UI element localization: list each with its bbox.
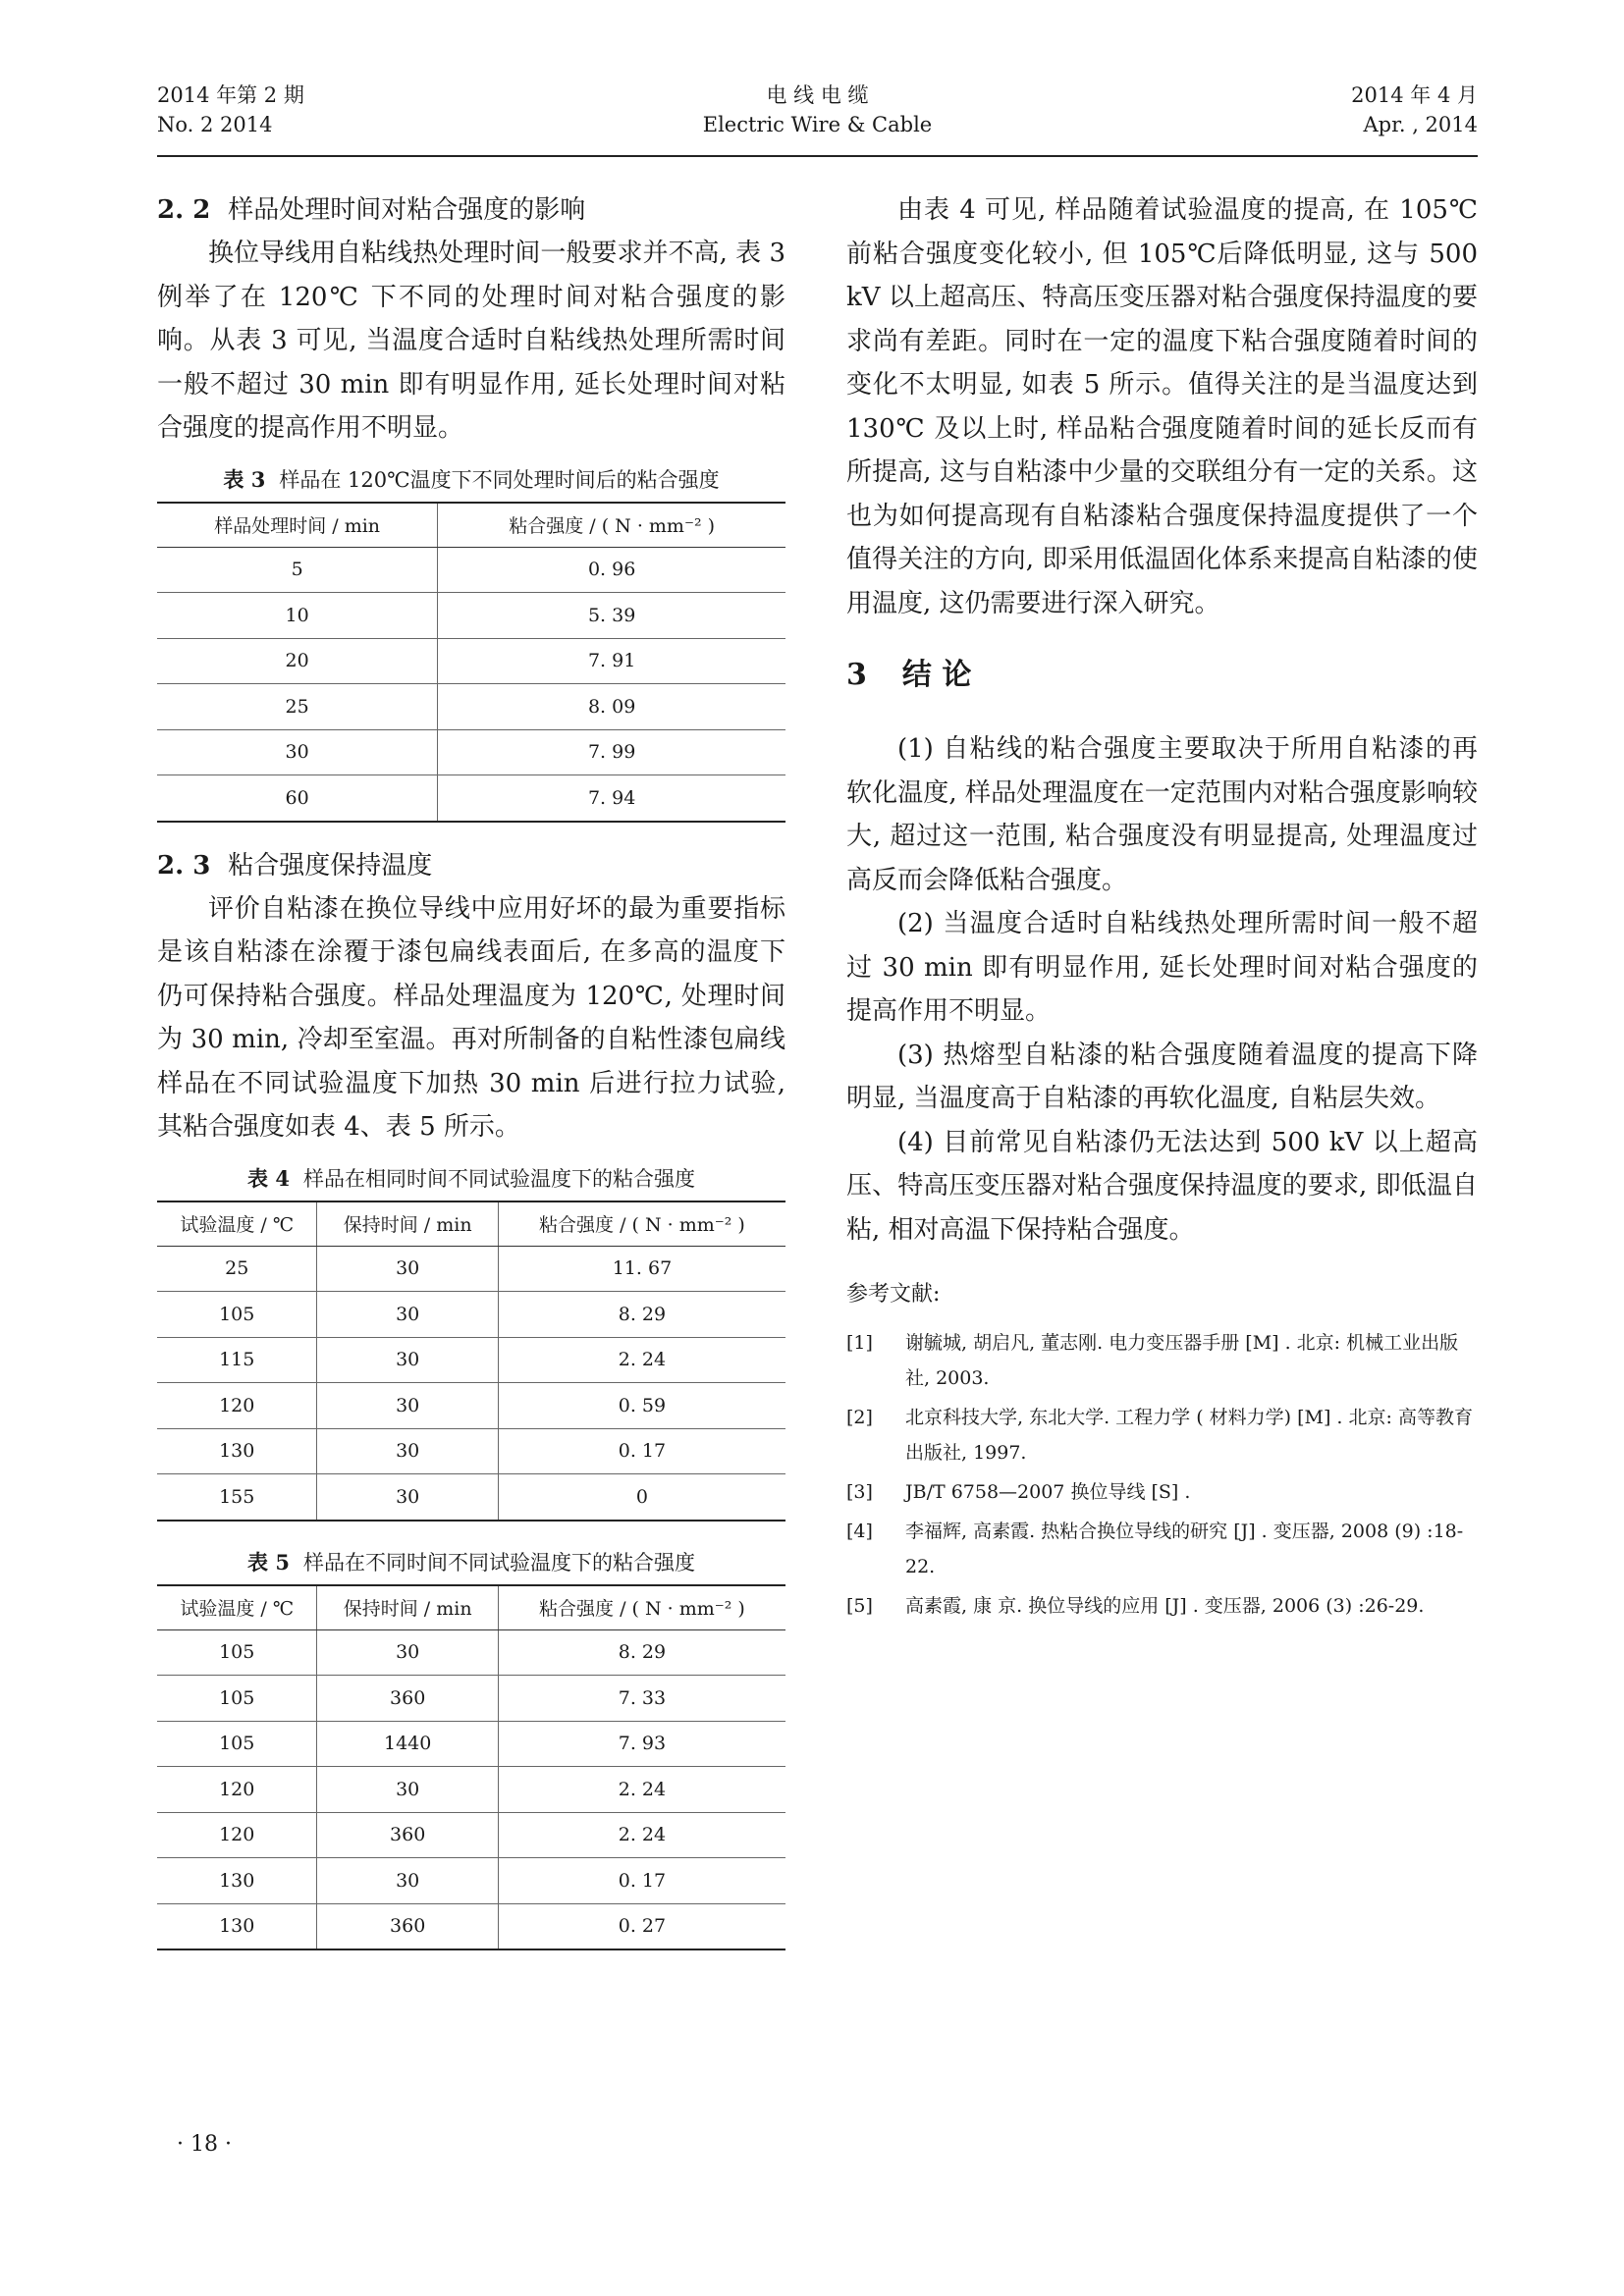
table-row <box>157 1858 785 1904</box>
table-label: 表 4 <box>247 1165 290 1191</box>
journal-title-cn: 电 线 电 缆 <box>766 83 869 107</box>
table-cell: 25 <box>157 684 438 730</box>
table-cell: 130 <box>157 1858 317 1904</box>
table-caption-text: 样品在 120℃温度下不同处理时间后的粘合强度 <box>279 467 720 492</box>
reference-number: [2] <box>846 1407 873 1428</box>
table-row <box>157 638 785 684</box>
references-title: 参考文献: <box>846 1282 941 1307</box>
table-row <box>157 775 785 822</box>
table-cell: 105 <box>157 1292 317 1338</box>
table-cell: 0 <box>498 1474 785 1521</box>
table-cell: 0. 96 <box>438 547 785 593</box>
table-cell: 2. 24 <box>498 1767 785 1813</box>
table-row <box>157 729 785 775</box>
table-header-cell: 保持时间 / min <box>317 1201 498 1247</box>
table-cell: 8. 09 <box>438 684 785 730</box>
journal-title-en: Electric Wire & Cable <box>702 113 933 136</box>
table-cell: 30 <box>317 1474 498 1521</box>
table-3-caption <box>157 464 785 496</box>
table-cell: 60 <box>157 775 438 822</box>
table-row <box>157 1474 785 1521</box>
table-header-cell: 保持时间 / min <box>317 1585 498 1630</box>
table-cell: 7. 93 <box>498 1721 785 1767</box>
table-cell: 25 <box>157 1246 317 1292</box>
table-cell: 130 <box>157 1428 317 1474</box>
table-header-cell: 粘合强度 / ( N · mm⁻² ) <box>438 503 785 548</box>
header-rule <box>157 155 1478 157</box>
left-column <box>157 188 785 1950</box>
table-cell: 0. 17 <box>498 1858 785 1904</box>
section-number: 2. 2 <box>157 195 211 225</box>
header-date-cn: 2014 年 4 月 <box>1351 83 1478 107</box>
table-cell: 120 <box>157 1767 317 1813</box>
table-cell: 11. 67 <box>498 1246 785 1292</box>
table-header-cell: 粘合强度 / ( N · mm⁻² ) <box>498 1201 785 1247</box>
section-2-2-heading <box>157 188 785 232</box>
table-cell: 105 <box>157 1629 317 1676</box>
table-cell: 7. 33 <box>498 1676 785 1722</box>
discussion-paragraph: 由表 4 可见, 样品随着试验温度的提高, 在 105℃前粘合强度变化较小, 但 105℃后降低明显, 这与 500 kV 以上超高压、特高压变压器对粘合强度保持温度的要求尚有差距。同时在一定的温度下粘合强度随着时间的变化不太明显, 如表 5 所示。值得关注的是当温度达到 130℃ 及以上时, 样品粘合强度随着时间的延长反而有所提高, 这与自粘漆中少量的交联组分有一定的关系。这也为如何提高现有自粘漆粘合强度保持温度提供了一个值得关注的方向, 即采用低温固化体系来提高自粘漆的使用温度, 这仍需要进行深入研究。 <box>846 195 1478 618</box>
table-cell: 360 <box>317 1903 498 1949</box>
table-header-cell: 粘合强度 / ( N · mm⁻² ) <box>498 1585 785 1630</box>
table-cell: 30 <box>317 1858 498 1904</box>
table-cell: 0. 17 <box>498 1428 785 1474</box>
table-cell: 115 <box>157 1337 317 1383</box>
table-cell: 30 <box>317 1629 498 1676</box>
table-row <box>157 1246 785 1292</box>
section-number: 2. 3 <box>157 850 211 881</box>
reference-item <box>846 1474 1478 1510</box>
reference-text: JB/T 6758—2007 换位导线 [S] . <box>905 1481 1191 1503</box>
table-cell: 10 <box>157 593 438 639</box>
table-4-caption <box>157 1163 785 1195</box>
table-4 <box>157 1201 785 1522</box>
header-date-en: Apr. , 2014 <box>1363 113 1478 136</box>
table-caption-text: 样品在相同时间不同试验温度下的粘合强度 <box>302 1166 695 1191</box>
table-cell: 7. 94 <box>438 775 785 822</box>
table-header-row <box>157 1201 785 1247</box>
table-header-cell: 试验温度 / ℃ <box>157 1585 317 1630</box>
reference-text: 北京科技大学, 东北大学. 工程力学 ( 材料力学) [M] . 北京: 高等教育出版社, 1997. <box>905 1407 1473 1464</box>
table-cell: 360 <box>317 1812 498 1858</box>
table-cell: 8. 29 <box>498 1629 785 1676</box>
section-2-3-paragraph: 评价自粘漆在换位导线中应用好坏的最为重要指标是该自粘漆在涂覆于漆包扁线表面后, 在多高的温度下仍可保持粘合强度。样品处理温度为 120℃, 处理时间为 30 min, 冷却至室温。再对所制备的自粘性漆包扁线样品在不同试验温度下加热 30 min 后进行拉力试验, 其粘合强度如表 4、表 5 所示。 <box>157 893 785 1142</box>
table-row <box>157 1629 785 1676</box>
table-cell: 360 <box>317 1676 498 1722</box>
reference-item <box>846 1325 1478 1396</box>
table-cell: 5 <box>157 547 438 593</box>
reference-item <box>846 1588 1478 1624</box>
reference-number: [5] <box>846 1595 873 1617</box>
table-row <box>157 1383 785 1429</box>
conclusion-item: (2) 当温度合适时自粘线热处理所需时间一般不超过 30 min 即有明显作用, 延长处理时间对粘合强度的提高作用不明显。 <box>846 909 1478 1026</box>
table-row <box>157 1767 785 1813</box>
table-header-cell: 样品处理时间 / min <box>157 503 438 548</box>
reference-text: 高素霞, 康 京. 换位导线的应用 [J] . 变压器, 2006 (3) :26-29. <box>905 1595 1425 1617</box>
reference-number: [4] <box>846 1521 873 1542</box>
table-cell: 30 <box>317 1246 498 1292</box>
table-cell: 30 <box>317 1767 498 1813</box>
table-row <box>157 1903 785 1949</box>
table-cell: 120 <box>157 1812 317 1858</box>
table-caption-text: 样品在不同时间不同试验温度下的粘合强度 <box>302 1550 695 1575</box>
header-date <box>1351 80 1478 139</box>
table-cell: 30 <box>317 1428 498 1474</box>
table-row <box>157 1721 785 1767</box>
table-cell: 7. 99 <box>438 729 785 775</box>
section-title: 样品处理时间对粘合强度的影响 <box>228 195 586 225</box>
table-row <box>157 1428 785 1474</box>
reference-number: [3] <box>846 1481 873 1503</box>
table-row <box>157 1292 785 1338</box>
header-issue-en: No. 2 2014 <box>157 113 273 136</box>
table-cell: 20 <box>157 638 438 684</box>
section-3-heading <box>846 651 1478 700</box>
table-cell: 1440 <box>317 1721 498 1767</box>
table-cell: 105 <box>157 1676 317 1722</box>
section-2-3-heading <box>157 844 785 887</box>
table-cell: 30 <box>317 1383 498 1429</box>
conclusion-item: (1) 自粘线的粘合强度主要取决于所用自粘漆的再软化温度, 样品处理温度在一定范围内对粘合强度影响较大, 超过这一范围, 粘合强度没有明显提高, 处理温度过高反而会降低粘合强度。 <box>846 734 1478 895</box>
table-cell: 2. 24 <box>498 1337 785 1383</box>
table-header-row <box>157 503 785 548</box>
reference-text: 谢毓城, 胡启凡, 董志刚. 电力变压器手册 [M] . 北京: 机械工业出版社, 2003. <box>905 1332 1459 1389</box>
table-cell: 130 <box>157 1903 317 1949</box>
table-5-caption <box>157 1547 785 1578</box>
table-row <box>157 1676 785 1722</box>
table-cell: 5. 39 <box>438 593 785 639</box>
table-row <box>157 547 785 593</box>
conclusion-item: (4) 目前常见自粘漆仍无法达到 500 kV 以上超高压、特高压变压器对粘合强度保持温度的要求, 即低温自粘, 相对高温下保持粘合强度。 <box>846 1127 1478 1245</box>
table-cell: 30 <box>317 1292 498 1338</box>
header-journal <box>157 80 1478 139</box>
table-cell: 7. 91 <box>438 638 785 684</box>
table-row <box>157 1337 785 1383</box>
reference-text: 李福辉, 高素霞. 热粘合换位导线的研究 [J] . 变压器, 2008 (9) :18-22. <box>905 1521 1464 1577</box>
table-row <box>157 1812 785 1858</box>
table-cell: 8. 29 <box>498 1292 785 1338</box>
table-3 <box>157 502 785 823</box>
section-title: 粘合强度保持温度 <box>228 850 433 881</box>
running-header <box>157 80 1478 149</box>
table-cell: 30 <box>157 729 438 775</box>
header-issue-cn: 2014 年第 2 期 <box>157 83 304 107</box>
table-header-row <box>157 1585 785 1630</box>
table-label: 表 3 <box>223 466 266 492</box>
section-2-2-paragraph: 换位导线用自粘线热处理时间一般要求并不高, 表 3 例举了在 120℃ 下不同的处理时间对粘合强度的影响。从表 3 可见, 当温度合适时自粘线热处理所需时间一般不超过 30 min 即有明显作用, 延长处理时间对粘合强度的提高作用不明显。 <box>157 239 785 443</box>
reference-item <box>846 1400 1478 1470</box>
section-title: 结 论 <box>901 658 972 692</box>
reference-number: [1] <box>846 1332 873 1354</box>
conclusion-item: (3) 热熔型自粘漆的粘合强度随着温度的提高下降明显, 当温度高于自粘漆的再软化温度, 自粘层失效。 <box>846 1040 1478 1113</box>
table-label: 表 5 <box>247 1549 290 1575</box>
table-cell: 120 <box>157 1383 317 1429</box>
reference-item <box>846 1514 1478 1584</box>
page-number: · 18 · <box>177 2132 232 2157</box>
table-cell: 155 <box>157 1474 317 1521</box>
table-row <box>157 684 785 730</box>
right-column <box>846 188 1478 1628</box>
table-cell: 105 <box>157 1721 317 1767</box>
section-number: 3 <box>846 658 867 692</box>
table-cell: 0. 59 <box>498 1383 785 1429</box>
table-row <box>157 593 785 639</box>
table-header-cell: 试验温度 / ℃ <box>157 1201 317 1247</box>
table-cell: 0. 27 <box>498 1903 785 1949</box>
table-cell: 2. 24 <box>498 1812 785 1858</box>
table-cell: 30 <box>317 1337 498 1383</box>
table-5 <box>157 1584 785 1951</box>
